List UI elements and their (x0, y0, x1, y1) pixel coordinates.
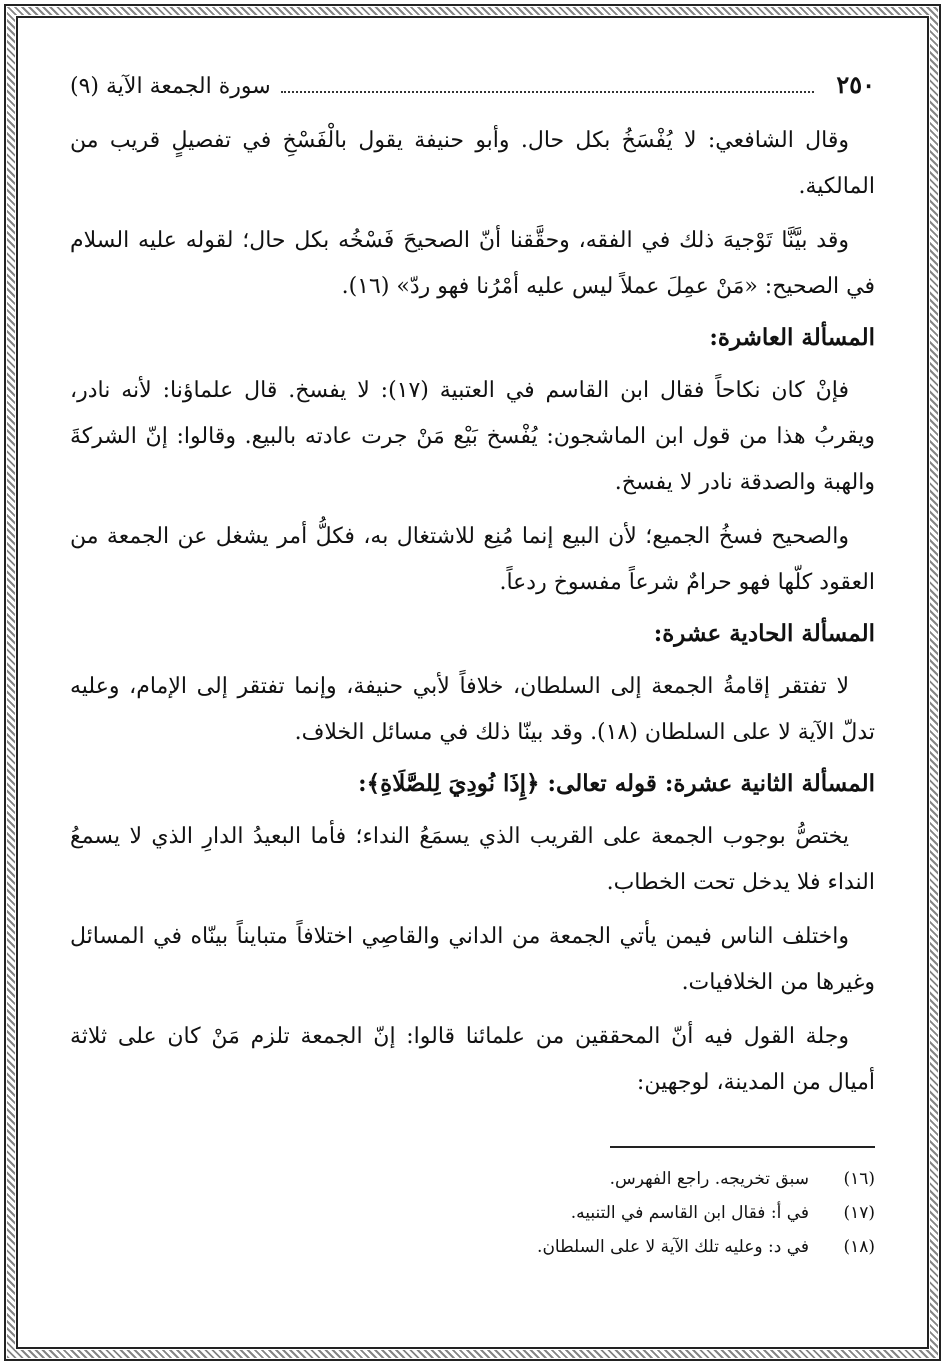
running-title: سورة الجمعة الآية (٩) (70, 74, 271, 99)
section-heading: المسألة الحادية عشرة: (653, 620, 875, 647)
footnote-text: في أ: فقال ابن القاسم في التنبيه. (570, 1203, 809, 1223)
paragraph: والصحيح فسخُ الجميع؛ لأن البيع إنما مُنِع للاشتغال به، فكلُّ أمر يشغل عن الجمعة من العقود كلّها فهو حرامٌ شرعاً مفسوخ ردعاً. (70, 524, 875, 595)
section-heading: المسألة الثانية عشرة: قوله تعالى: ﴿إِذَا نُودِيَ لِلصَّلَاةِ﴾: (358, 770, 875, 797)
running-header (70, 70, 875, 110)
paragraph: فإنْ كان نكاحاً فقال ابن القاسم في العتبية (١٧): لا يفسخ. قال علماؤنا: لأنه نادر، ويقربُ هذا من قول ابن الماشجون: يُفْسخ بَيْع مَنْ جرت عادته بالبيع. وقالوا: إنّ الشركةَ والهبة والصدقة نادر لا يفسخ. (70, 378, 875, 495)
page-content (70, 70, 875, 1325)
paragraph: وقد بيَّنَّا تَوْجيهَ ذلك في الفقه، وحقَّقنا أنّ الصحيحَ فَسْخُه بكل حال؛ لقوله عليه السلام في الصحيح: «مَنْ عمِلَ عملاً ليس عليه أمْرُنا فهو ردّ» (١٦). (70, 228, 875, 299)
footnote (70, 1230, 875, 1264)
header-leader-dots (281, 91, 815, 93)
footnote (70, 1162, 875, 1196)
footnotes (70, 1162, 875, 1264)
paragraph: وجلة القول فيه أنّ المحققين من علمائنا قالوا: إنّ الجمعة تلزم مَنْ كان على ثلاثة أميال من المدينة، لوجهين: (70, 1024, 875, 1095)
paragraph: يختصُّ بوجوب الجمعة على القريب الذي يسمَعُ النداء؛ فأما البعيدُ الدارِ الذي لا يسمعُ النداء فلا يدخل تحت الخطاب. (70, 824, 875, 895)
paragraph: واختلف الناس فيمن يأتي الجمعة من الداني والقاصِي اختلافاً متبايناً بينّاه في المسائل وغيرها من الخلافيات. (70, 924, 875, 995)
footnote-number: (١٧) (843, 1203, 875, 1223)
page-number: ٢٥٠ (836, 70, 875, 99)
footnote-number: (١٦) (843, 1169, 875, 1189)
footnote-text: في د: وعليه تلك الآية لا على السلطان. (537, 1237, 809, 1257)
body-text (70, 118, 875, 1106)
paragraph: وقال الشافعي: لا يُفْسَخُ بكل حال. وأبو حنيفة يقول بالْفَسْخِ في تفصيلٍ قريب من المالكية. (70, 128, 875, 199)
footnote-text: سبق تخريجه. راجع الفهرس. (609, 1169, 809, 1189)
footnote (70, 1196, 875, 1230)
footnote-separator (610, 1146, 875, 1148)
footnote-number: (١٨) (843, 1237, 875, 1257)
paragraph: لا تفتقر إقامةُ الجمعة إلى السلطان، خلافاً لأبي حنيفة، وإنما تفتقر إلى الإمام، وعليه تدلّ الآية لا على السلطان (١٨). وقد بينّا ذلك في مسائل الخلاف. (70, 674, 875, 745)
section-heading: المسألة العاشرة: (709, 324, 875, 351)
